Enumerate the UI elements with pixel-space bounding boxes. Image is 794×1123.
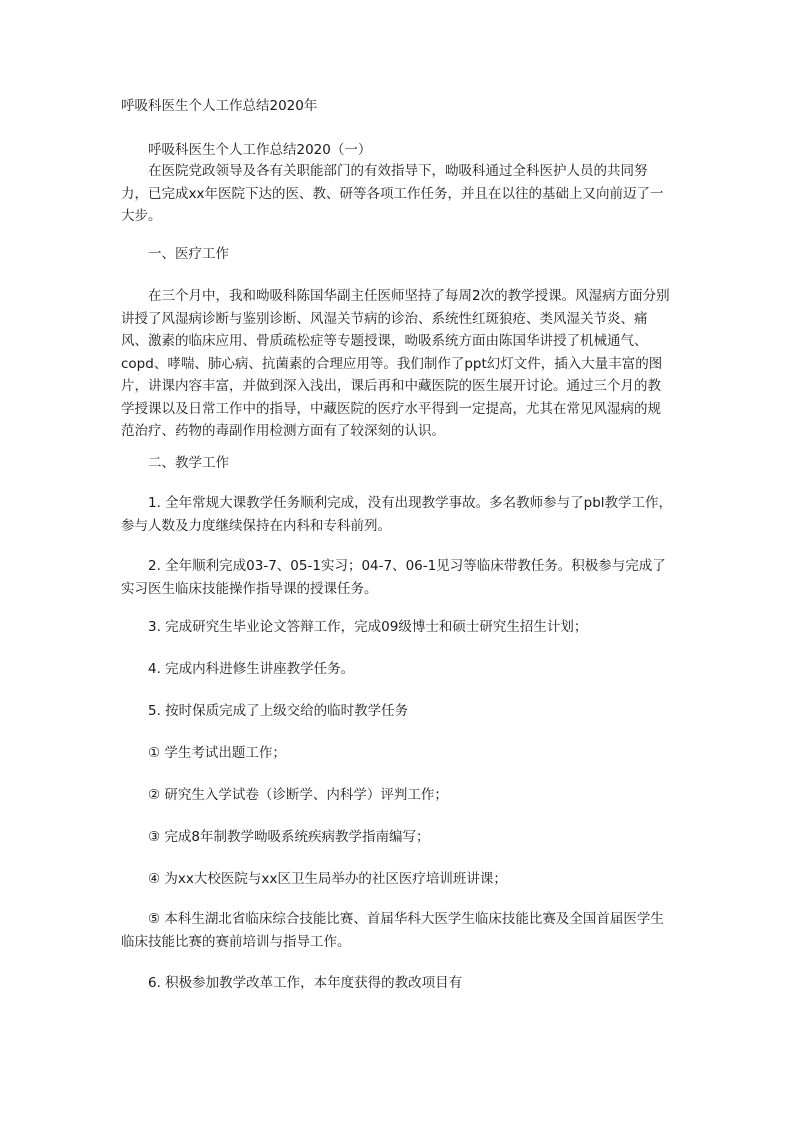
document-title: 呼吸科医生个人工作总结2020年 xyxy=(121,98,318,114)
teaching-item-3: 3. 完成研究生毕业论文答辩工作，完成09级博士和硕士研究生招生计划； xyxy=(148,619,588,635)
teaching-subitem-4: ④ 为xx大校医院与xx区卫生局举办的社区医疗培训班讲课； xyxy=(148,871,507,887)
intro-paragraph: 在医院党政领导及各有关职能部门的有效指导下，呦吸科通过全科医护人员的共同努力，已完成xx年医院下达的医、教、研等各项工作任务，并且在以往的基础上又向前迈了一大步。 xyxy=(121,163,664,224)
teaching-item-2: 2. 全年顺利完成03-7、05-1实习；04-7、06-1见习等临床带教任务。积极参与完成了实习医生临床技能操作指导课的授课任务。 xyxy=(121,558,666,597)
section-heading-teaching: 二、教学工作 xyxy=(148,455,229,471)
teaching-subitem-5: ⑤ 本科生湖北省临床综合技能比赛、首届华科大医学生临床技能比赛及全国首届医学生临床技能比赛的赛前培训与指导工作。 xyxy=(121,911,664,950)
teaching-subitem-1: ① 学生考试出题工作； xyxy=(148,745,286,761)
teaching-item-1: 1. 全年常规大课教学任务顺利完成，没有出现教学事故。多名教师参与了pbl教学工作，参与人数及力度继续保持在内科和专科前列。 xyxy=(121,495,673,534)
section-heading-medical: 一、医疗工作 xyxy=(148,246,229,262)
teaching-item-4: 4. 完成内科进修生讲座教学任务。 xyxy=(148,661,355,677)
medical-work-paragraph: 在三个月中，我和呦吸科陈国华副主任医师坚持了每周2次的教学授课。风湿病方面分别讲授了风湿病诊断与鉴别诊断、风湿关节病的诊治、系统性红斑狼疮、类风湿关节炎、痛风、激素的临床应用、骨质疏松症等专题授课，呦吸系统方面由陈国华讲授了机械通气、copd、哮喘、肺心病、抗菌素的合理应用等。我们制作了ppt幻灯文件，插入大量丰富的图片，讲课内容丰富，并做到深入浅出，课后再和中藏医院的医生展开讨论。通过三个月的教学授课以及日常工作中的指导，中藏医院的医疗水平得到一定提高，尤其在常见风湿病的规范治疗、药物的毒副作用检测方面有了较深刻的认识。 xyxy=(121,288,670,439)
teaching-item-5: 5. 按时保质完成了上级交给的临时教学任务 xyxy=(148,703,409,719)
document-subtitle: 呼吸科医生个人工作总结2020（一） xyxy=(148,142,372,158)
teaching-subitem-2: ② 研究生入学试卷（诊断学、内科学）评判工作； xyxy=(148,787,448,803)
teaching-item-6: 6. 积极参加教学改革工作，本年度获得的教改项目有 xyxy=(148,975,463,991)
teaching-subitem-3: ③ 完成8年制教学呦吸系统疾病教学指南编写； xyxy=(148,829,430,845)
